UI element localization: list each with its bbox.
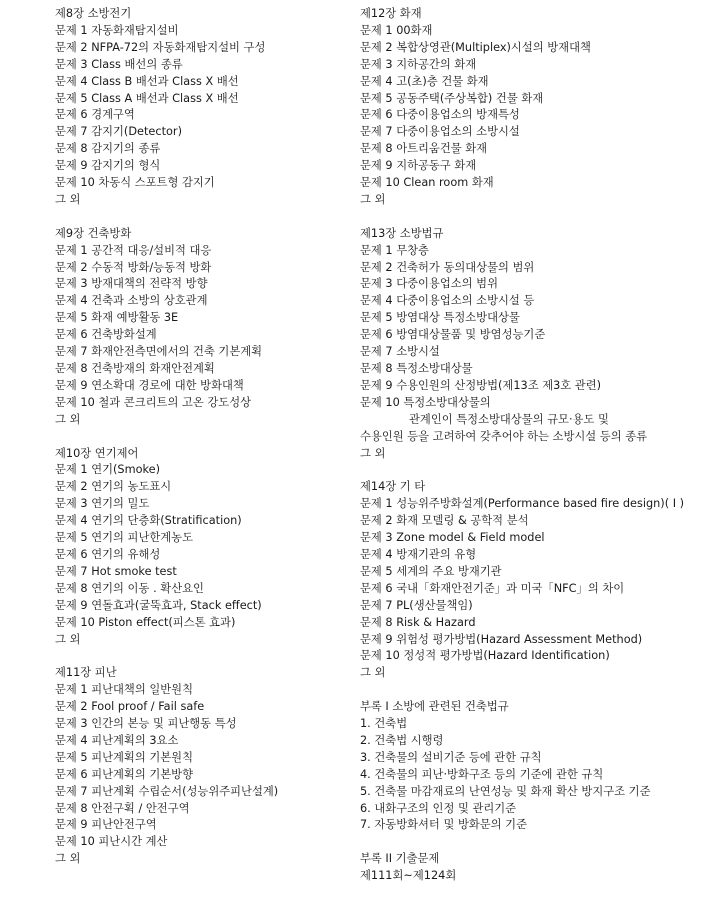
toc-item: 문제 3 다중이용업소의 범위	[360, 277, 499, 291]
toc-item: 제111회~제124회	[360, 869, 457, 883]
toc-item: 문제 7 PL(생산물책임)	[360, 598, 473, 612]
chapter-9	[55, 226, 345, 429]
toc-item: 문제 4 연기의 단층화(Stratification)	[55, 514, 242, 528]
toc-item: 문제 5 피난계획의 기본원칙	[55, 750, 194, 764]
toc-item: 3. 건축물의 설비기준 등에 관한 규칙	[360, 750, 542, 764]
toc-item: 문제 3 Class 배선의 종류	[55, 57, 183, 71]
toc-item: 그 외	[360, 446, 386, 460]
appendix-title: 부록 II 기출문제	[360, 852, 440, 866]
toc-item: 문제 10 정성적 평가방법(Hazard Identification)	[360, 649, 610, 663]
chapter-11	[55, 665, 345, 868]
toc-item: 문제 8 연기의 이동 ․ 확산요인	[55, 581, 204, 595]
toc-item: 문제 4 건축과 소방의 상호관계	[55, 294, 208, 308]
chapter-title: 제8장 소방전기	[55, 7, 132, 20]
toc-item: 그 외	[360, 192, 386, 206]
toc-item: 문제 7 피난계획 수립순서(성능위주피난설계)	[55, 784, 279, 798]
chapter-14	[360, 479, 705, 682]
appendix-1	[360, 699, 705, 834]
toc-item: 문제 5 연기의 피난한계농도	[55, 531, 194, 545]
toc-item: 문제 6 피난계획의 기본방향	[55, 767, 194, 781]
toc-item: 문제 3 방재대책의 전략적 방향	[55, 277, 208, 291]
appendix-2	[360, 851, 705, 885]
toc-item: 그 외	[55, 412, 81, 426]
toc-item: 문제 3 인간의 본능 및 피난행동 특성	[55, 717, 237, 731]
toc-item: 문제 8 특정소방대상물	[360, 362, 473, 376]
toc-item: 문제 1 공간적 대응/설비적 대응	[55, 243, 212, 257]
chapter-12	[360, 6, 705, 209]
chapter-8	[55, 6, 345, 209]
appendix-title: 부록 I 소방에 관련된 건축법규	[360, 700, 509, 714]
chapter-title: 제12장 화재	[360, 7, 422, 20]
toc-item-continuation: 수용인원 등을 고려하여 갖추어야 하는 소방시설 등의 종류	[360, 429, 648, 443]
chapter-13	[360, 226, 705, 463]
toc-item: 문제 9 지하공동구 화재	[360, 159, 477, 173]
toc-item: 2. 건축법 시행령	[360, 733, 444, 747]
toc-item: 문제 6 건축방화설계	[55, 328, 157, 342]
toc-item: 문제 2 복합상영관(Multiplex)시설의 방재대책	[360, 40, 591, 54]
toc-item: 문제 5 화재 예방활동 3E	[55, 311, 179, 325]
toc-item: 문제 1 성능위주방화설계(Performance based fire design)( I )	[360, 497, 685, 511]
toc-item: 문제 8 아트리움건물 화재	[360, 142, 488, 156]
toc-item: 문제 3 지하공간의 화재	[360, 57, 477, 71]
toc-item: 문제 5 공동주택(주상복합) 건물 화재	[360, 91, 544, 105]
toc-item: 문제 6 방염대상물품 및 방염성능기준	[360, 328, 546, 342]
toc-item: 문제 10 차동식 스포트형 감지기	[55, 176, 215, 190]
toc-item: 그 외	[55, 632, 81, 646]
toc-item: 문제 7 감지기(Detector)	[55, 125, 182, 139]
chapter-10	[55, 446, 345, 649]
toc-item: 문제 9 감지기의 형식	[55, 159, 161, 173]
right-column	[360, 6, 705, 902]
toc-item: 문제 7 다중이용업소의 소방시설	[360, 125, 520, 139]
toc-item: 4. 건축물의 피난·방화구조 등의 기준에 관한 규칙	[360, 767, 604, 781]
toc-item: 문제 9 연소확대 경로에 대한 방화대책	[55, 378, 244, 392]
toc-item-continuation: 관계인이 특정소방대상물의 규모·용도 및	[409, 412, 609, 426]
chapter-title: 제9장 건축방화	[55, 226, 132, 240]
toc-item: 6. 내화구조의 인정 및 관리기준	[360, 801, 517, 815]
toc-item: 그 외	[55, 852, 81, 866]
toc-item: 문제 6 다중이용업소의 방재특성	[360, 108, 520, 122]
toc-item: 문제 8 감지기의 종류	[55, 142, 161, 156]
toc-item: 문제 10 피난시간 계산	[55, 835, 168, 849]
toc-item: 문제 6 연기의 유해성	[55, 547, 161, 561]
chapter-title: 제11장 피난	[55, 666, 117, 680]
toc-item: 문제 6 경계구역	[55, 108, 135, 122]
toc-item: 문제 1 연기(Smoke)	[55, 463, 161, 477]
toc-item: 문제 4 피난계획의 3요소	[55, 733, 179, 747]
toc-item: 문제 5 방염대상 특정소방대상물	[360, 311, 520, 325]
toc-item: 문제 1 무창층	[360, 243, 429, 257]
toc-item: 문제 2 화재 모델링 & 공학적 분석	[360, 514, 529, 528]
toc-item: 5. 건축물 마감재료의 난연성능 및 화재 확산 방지구조 기준	[360, 784, 651, 798]
toc-item: 문제 10 철과 콘크리트의 고온 강도성상	[55, 395, 252, 409]
toc-item: 7. 자동방화셔터 및 방화문의 기준	[360, 818, 528, 832]
toc-item: 문제 3 Zone model & Field model	[360, 531, 545, 545]
toc-item: 1. 건축법	[360, 717, 408, 731]
toc-item: 문제 2 Fool proof / Fail safe	[55, 700, 205, 714]
toc-item: 문제 9 연돌효과(굴뚝효과, Stack effect)	[55, 598, 262, 612]
toc-item: 문제 2 수동적 방화/능동적 방화	[55, 260, 212, 274]
toc-item: 문제 10 Clean room 화재	[360, 176, 494, 190]
chapter-title: 제10장 연기제어	[55, 446, 139, 460]
chapter-title: 제13장 소방법규	[360, 226, 444, 240]
toc-item: 문제 5 Class A 배선과 Class X 배선	[55, 91, 239, 105]
toc-item: 문제 8 안전구획 / 안전구역	[55, 801, 190, 815]
toc-item: 문제 7 화재안전측면에서의 건축 기본계획	[55, 345, 263, 359]
toc-item: 문제 7 소방시설	[360, 345, 440, 359]
toc-item: 문제 8 Risk & Hazard	[360, 615, 476, 629]
toc-item: 문제 10 Piston effect(피스톤 효과)	[55, 615, 236, 629]
toc-item: 문제 7 Hot smoke test	[55, 564, 177, 578]
toc-item: 문제 5 세계의 주요 방재기관	[360, 564, 502, 578]
toc-item: 문제 9 수용인원의 산정방법(제13조 제3호 관련)	[360, 378, 602, 392]
toc-item: 문제 4 고(초)층 건물 화재	[360, 74, 489, 88]
toc-item: 문제 1 자동화재탐지설비	[55, 23, 179, 37]
toc-item: 문제 8 건축방재의 화재안전계획	[55, 362, 215, 376]
toc-item: 문제 9 피난안전구역	[55, 818, 157, 832]
toc-item: 문제 4 방재기관의 유형	[360, 547, 477, 561]
toc-item: 그 외	[55, 192, 81, 206]
toc-item: 문제 2 연기의 농도표시	[55, 480, 172, 494]
toc-item: 문제 3 연기의 밀도	[55, 497, 150, 511]
toc-item: 문제 2 NFPA-72의 자동화재탐지설비 구성	[55, 40, 266, 54]
toc-item: 문제 6 국내「화재안전기준」과 미국「NFC」의 차이	[360, 581, 625, 595]
toc-item: 그 외	[360, 666, 386, 680]
toc-item: 문제 9 위험성 평가방법(Hazard Assessment Method)	[360, 632, 643, 646]
chapter-title: 제14장 기 타	[360, 480, 426, 494]
left-column	[55, 6, 345, 885]
toc-item: 문제 4 다중이용업소의 소방시설 등	[360, 294, 535, 308]
toc-item: 문제 4 Class B 배선과 Class X 배선	[55, 74, 239, 88]
toc-item: 문제 1 00화재	[360, 23, 433, 37]
toc-item: 문제 10 특정소방대상물의	[360, 395, 491, 409]
toc-item: 문제 1 피난대책의 일반원칙	[55, 683, 194, 697]
toc-item: 문제 2 건축허가 동의대상물의 범위	[360, 260, 535, 274]
